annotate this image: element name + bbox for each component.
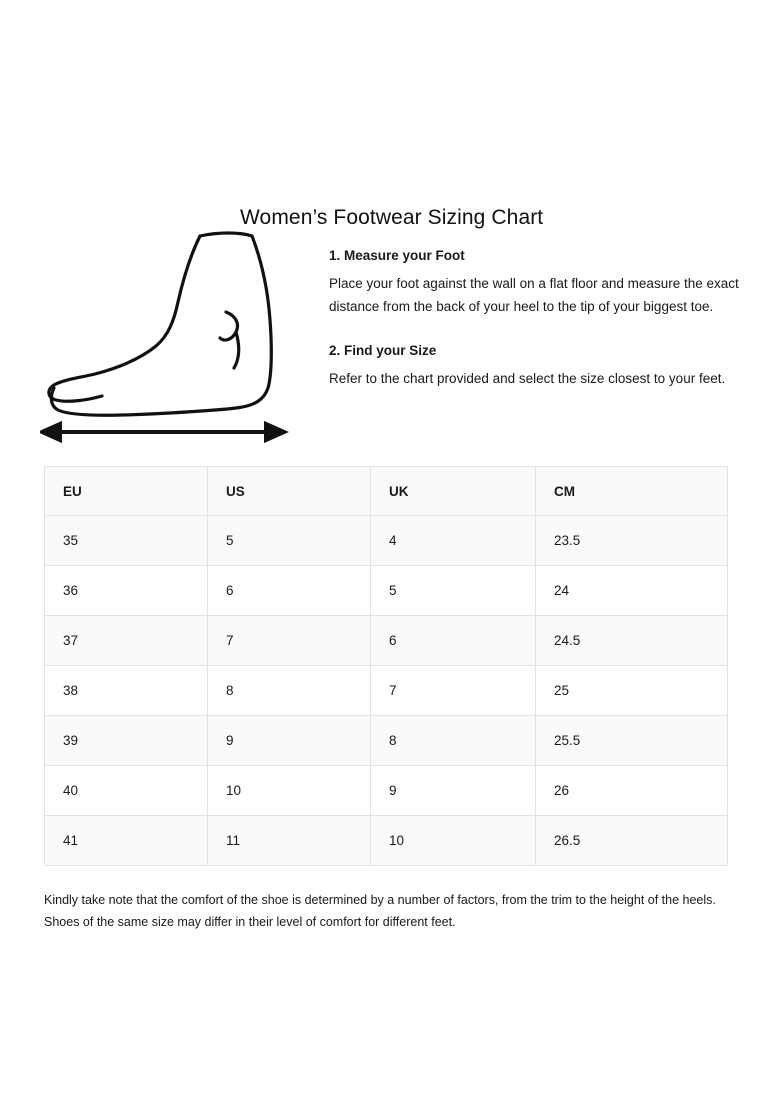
cell-us: 10 [208, 766, 371, 816]
cell-eu: 36 [45, 566, 208, 616]
step-2-heading: 2. Find your Size [329, 342, 437, 358]
instructions-block [329, 246, 739, 390]
step-1-body: Place your foot against the wall on a flat floor and measure the exact distance from the back of your heel to the tip of your biggest toe. [329, 276, 739, 315]
instruction-step-2 [329, 341, 739, 390]
table-row [45, 666, 728, 716]
cell-cm: 26 [536, 766, 728, 816]
cell-eu: 41 [45, 816, 208, 866]
table-row [45, 616, 728, 666]
cell-eu: 39 [45, 716, 208, 766]
footnote-text: Kindly take note that the comfort of the shoe is determined by a number of factors, from the trim to the height of the heels. Shoes of the same size may differ in their level of comfort for different feet. [44, 892, 716, 929]
cell-eu: 35 [45, 516, 208, 566]
table-row [45, 816, 728, 866]
cell-uk: 10 [371, 816, 536, 866]
cell-us: 9 [208, 716, 371, 766]
cell-cm: 26.5 [536, 816, 728, 866]
cell-us: 7 [208, 616, 371, 666]
cell-eu: 40 [45, 766, 208, 816]
cell-cm: 24 [536, 566, 728, 616]
cell-uk: 6 [371, 616, 536, 666]
cell-uk: 9 [371, 766, 536, 816]
column-header-eu: EU [45, 467, 208, 516]
page-title: Women’s Footwear Sizing Chart [240, 206, 544, 230]
cell-us: 8 [208, 666, 371, 716]
cell-uk: 8 [371, 716, 536, 766]
cell-eu: 37 [45, 616, 208, 666]
column-header-us: US [208, 467, 371, 516]
cell-cm: 24.5 [536, 616, 728, 666]
step-1-heading: 1. Measure your Foot [329, 248, 465, 263]
cell-uk: 7 [371, 666, 536, 716]
cell-us: 5 [208, 516, 371, 566]
table-row [45, 566, 728, 616]
column-header-uk: UK [371, 467, 536, 516]
table-row [45, 516, 728, 566]
instruction-step-1 [329, 246, 739, 319]
cell-cm: 25.5 [536, 716, 728, 766]
column-header-cm: CM [536, 467, 728, 516]
table-header-row [45, 467, 728, 516]
cell-cm: 23.5 [536, 516, 728, 566]
step-2-body: Refer to the chart provided and select the size closest to your feet. [329, 370, 726, 386]
cell-uk: 4 [371, 516, 536, 566]
cell-eu: 38 [45, 666, 208, 716]
size-conversion-table [44, 466, 728, 866]
cell-us: 11 [208, 816, 371, 866]
cell-us: 6 [208, 566, 371, 616]
cell-cm: 25 [536, 666, 728, 716]
cell-uk: 5 [371, 566, 536, 616]
table-row [45, 766, 728, 816]
foot-diagram-icon [40, 228, 290, 448]
table-row [45, 716, 728, 766]
